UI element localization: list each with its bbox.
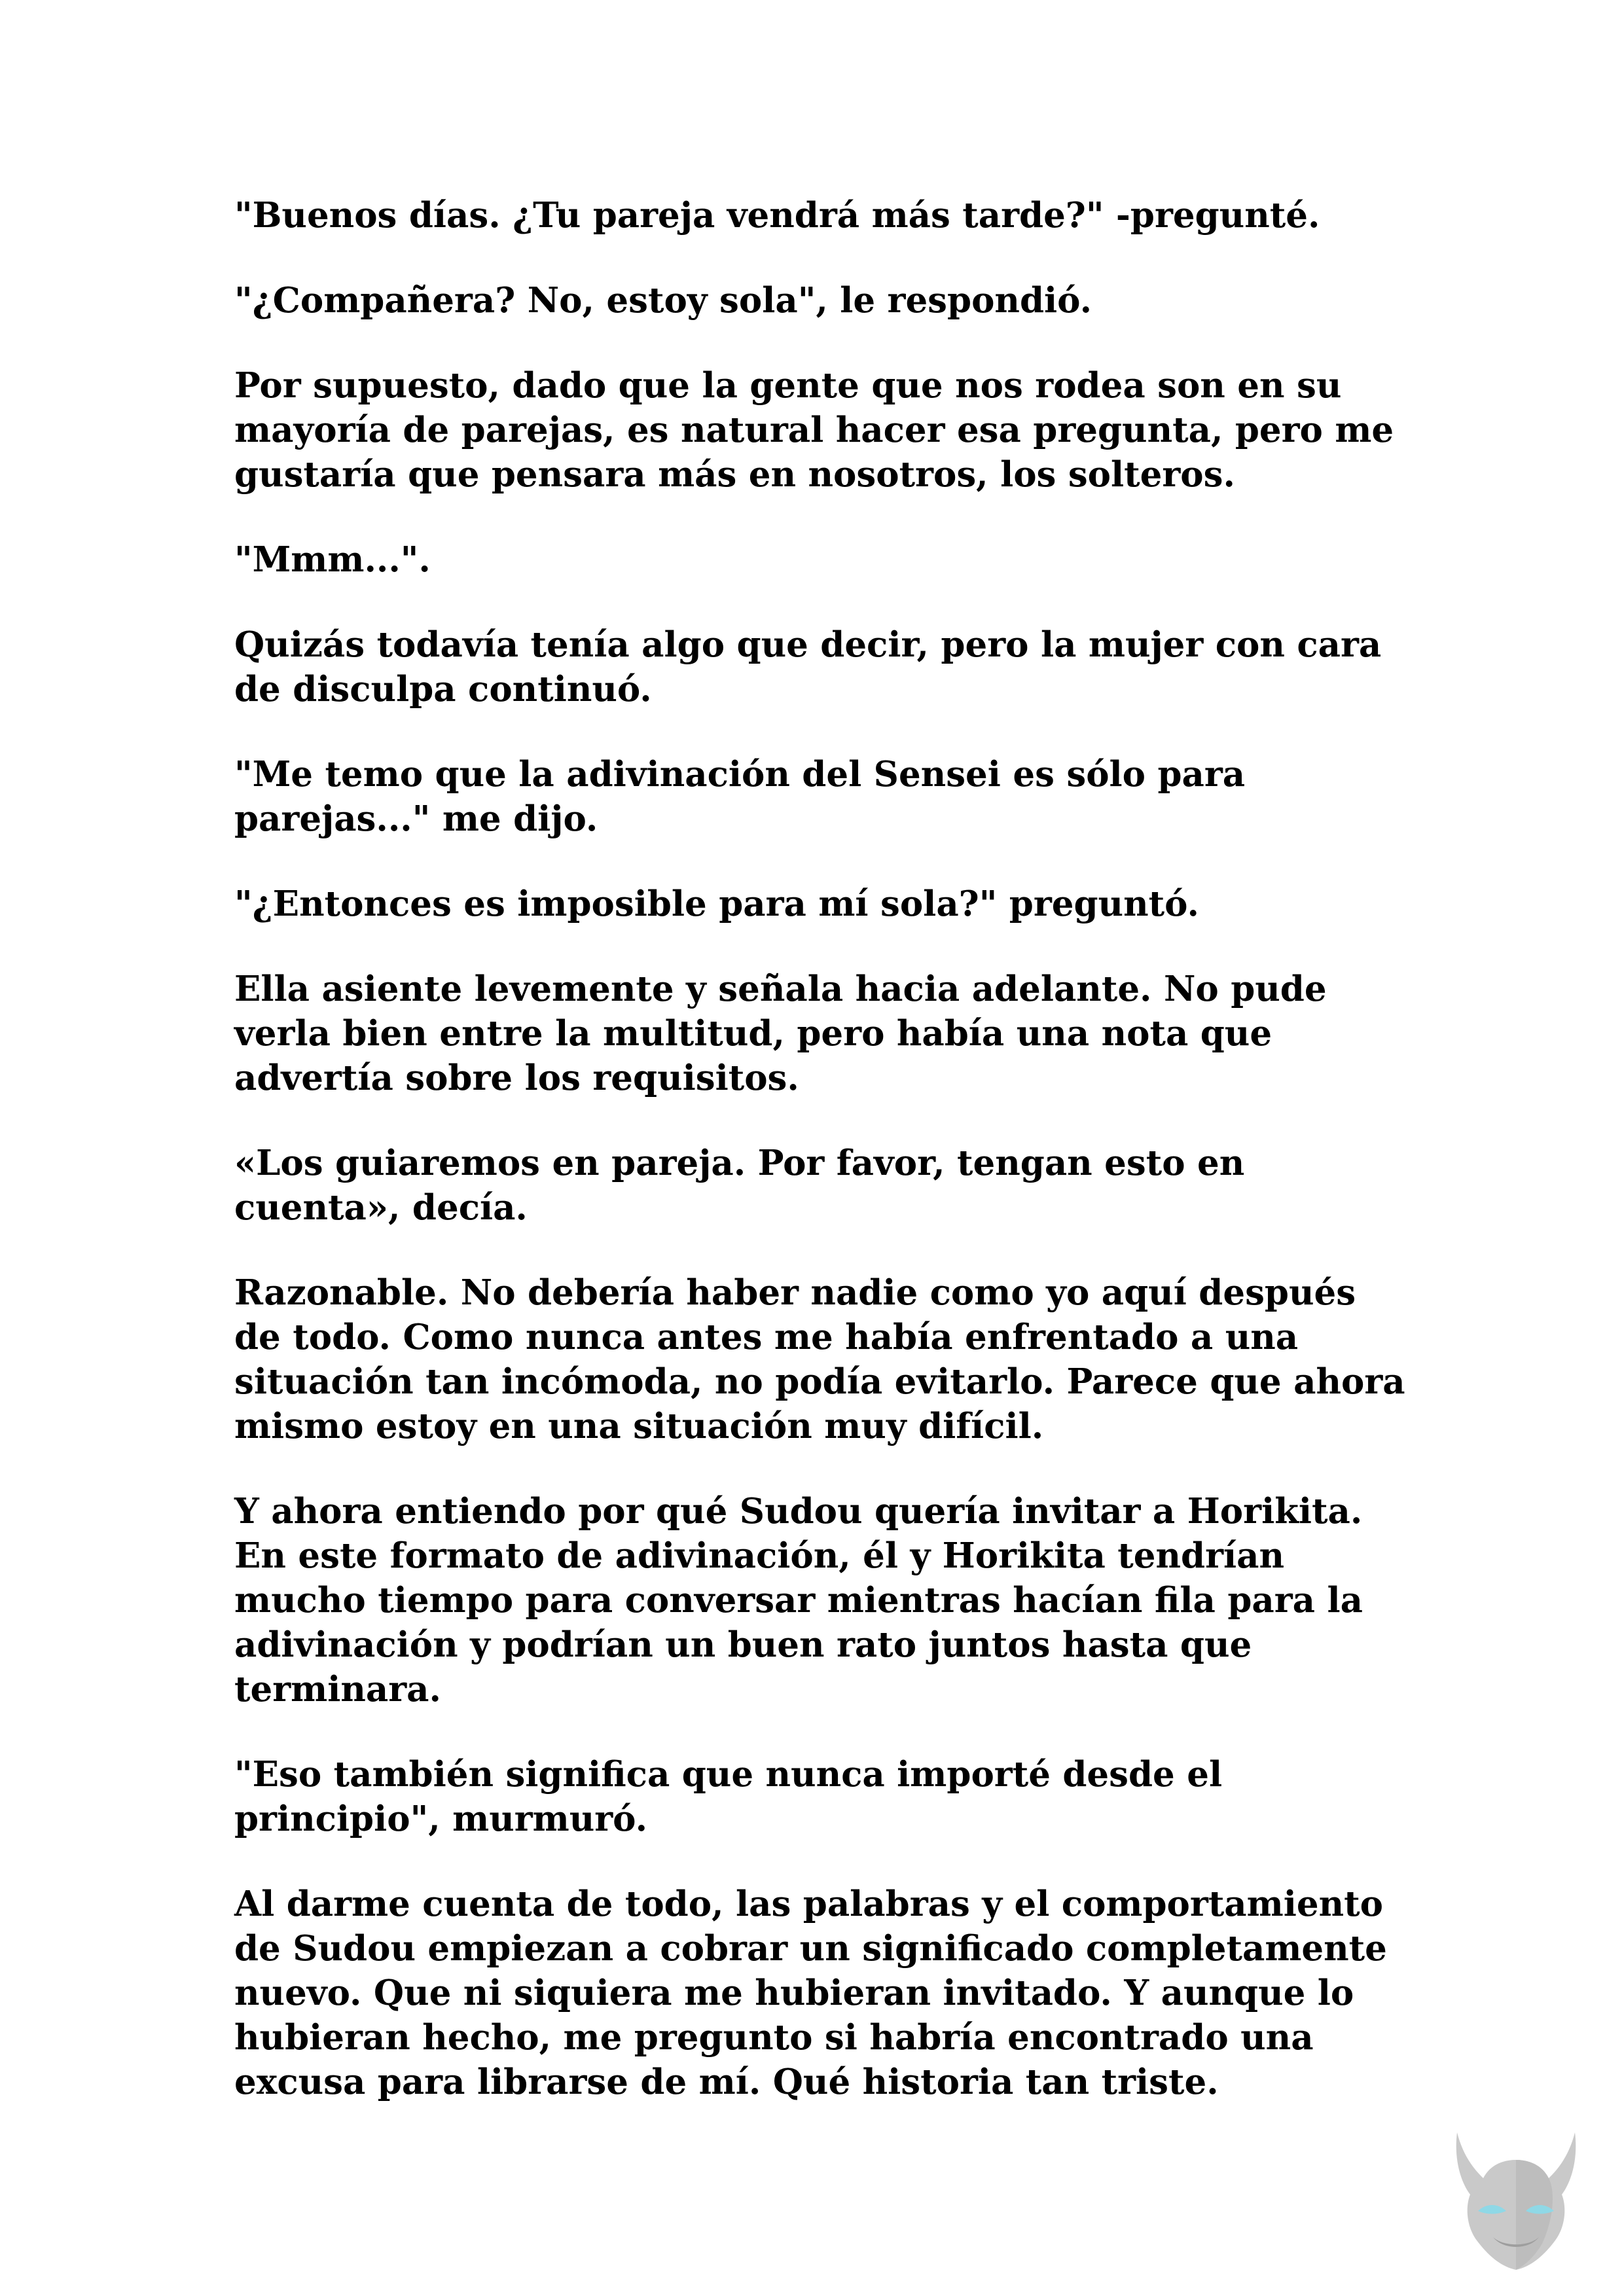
paragraph-13: Al darme cuenta de todo, las palabras y el comportamiento de Sudou empiezan a cobrar un significado completamente nuevo. Que ni siquiera me hubieran invitado. Y aunque lo hubieran hecho, me pregunto si habría encontrado una excusa para librarse de mí. Qué historia tan triste.: [234, 1884, 1387, 2102]
paragraph-11: Y ahora entiendo por qué Sudou quería invitar a Horikita. En este formato de adivinación, él y Horikita tendrían mucho tiempo para conversar mientras hacían fila para la adivinación y podrían un buen rato juntos hasta que terminara.: [234, 1491, 1363, 1710]
paragraph-9: «Los guiaremos en pareja. Por favor, tengan esto en cuenta», decía.: [234, 1143, 1245, 1228]
paragraph-2: "¿Compañera? No, estoy sola", le respondió.: [234, 280, 1092, 321]
paragraph-1: "Buenos días. ¿Tu pareja vendrá más tarde?" -pregunté.: [234, 195, 1320, 236]
demon-head-logo-icon: [1437, 2119, 1595, 2276]
paragraph-10: Razonable. No debería haber nadie como yo aquí después de todo. Como nunca antes me había enfrentado a una situación tan incómoda, no podía evitarlo. Parece que ahora mismo estoy en una situación muy difícil.: [234, 1272, 1405, 1446]
paragraph-4: "Mmm...".: [234, 539, 431, 580]
paragraph-6: "Me temo que la adivinación del Sensei es sólo para parejas..." me dijo.: [234, 754, 1246, 839]
paragraph-8: Ella asiente levemente y señala hacia adelante. No pude verla bien entre la multitud, pero había una nota que advertía sobre los requisitos.: [234, 969, 1327, 1098]
paragraph-5: Quizás todavía tenía algo que decir, pero la mujer con cara de disculpa continuó.: [234, 624, 1382, 709]
paragraph-3: Por supuesto, dado que la gente que nos rodea son en su mayoría de parejas, es natural hacer esa pregunta, pero me gustaría que pensara más en nosotros, los solteros.: [234, 365, 1394, 495]
paragraph-12: "Eso también significa que nunca importé desde el principio", murmuró.: [234, 1754, 1223, 1839]
paragraph-7: "¿Entonces es imposible para mí sola?" preguntó.: [234, 884, 1199, 924]
document-body: [234, 193, 1413, 2145]
